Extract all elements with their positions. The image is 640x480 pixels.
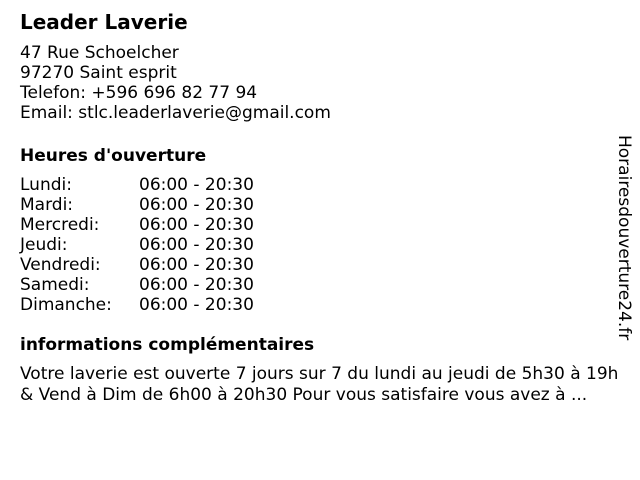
info-text: Votre laverie est ouverte 7 jours sur 7 du lundi au jeudi de 5h30 à 19h & Vend à Dim de 6h00 à 20h30 Pour vous satisfaire vous avez à ... <box>20 364 619 405</box>
hours-day: Samedi: <box>20 275 90 295</box>
hours-row <box>20 215 620 235</box>
business-name: Leader Laverie <box>20 10 188 34</box>
hours-row <box>20 275 620 295</box>
site-watermark: Horairesdouverture24.fr <box>614 135 634 341</box>
hours-table <box>20 175 620 315</box>
hours-time: 06:00 - 20:30 <box>139 175 254 195</box>
hours-row <box>20 255 620 275</box>
hours-row <box>20 295 620 315</box>
hours-time: 06:00 - 20:30 <box>139 275 254 295</box>
hours-row <box>20 235 620 255</box>
hours-day: Mardi: <box>20 195 74 215</box>
info-heading: informations complémentaires <box>20 335 315 355</box>
phone-number[interactable]: Telefon: +596 696 82 77 94 <box>20 83 258 103</box>
contact-block <box>20 43 620 123</box>
street-address: 47 Rue Schoelcher <box>20 43 179 63</box>
hours-row <box>20 195 620 215</box>
email-address[interactable]: Email: stlc.leaderlaverie@gmail.com <box>20 103 331 123</box>
hours-time: 06:00 - 20:30 <box>139 215 254 235</box>
hours-time: 06:00 - 20:30 <box>139 195 254 215</box>
hours-heading: Heures d'ouverture <box>20 146 207 166</box>
hours-day: Mercredi: <box>20 215 100 235</box>
hours-day: Jeudi: <box>20 235 68 255</box>
postal-city: 97270 Saint esprit <box>20 63 177 83</box>
hours-day: Vendredi: <box>20 255 101 275</box>
hours-time: 06:00 - 20:30 <box>139 255 254 275</box>
hours-day: Dimanche: <box>20 295 112 315</box>
hours-row <box>20 175 620 195</box>
hours-time: 06:00 - 20:30 <box>139 235 254 255</box>
hours-day: Lundi: <box>20 175 72 195</box>
business-card <box>20 9 620 406</box>
hours-time: 06:00 - 20:30 <box>139 295 254 315</box>
